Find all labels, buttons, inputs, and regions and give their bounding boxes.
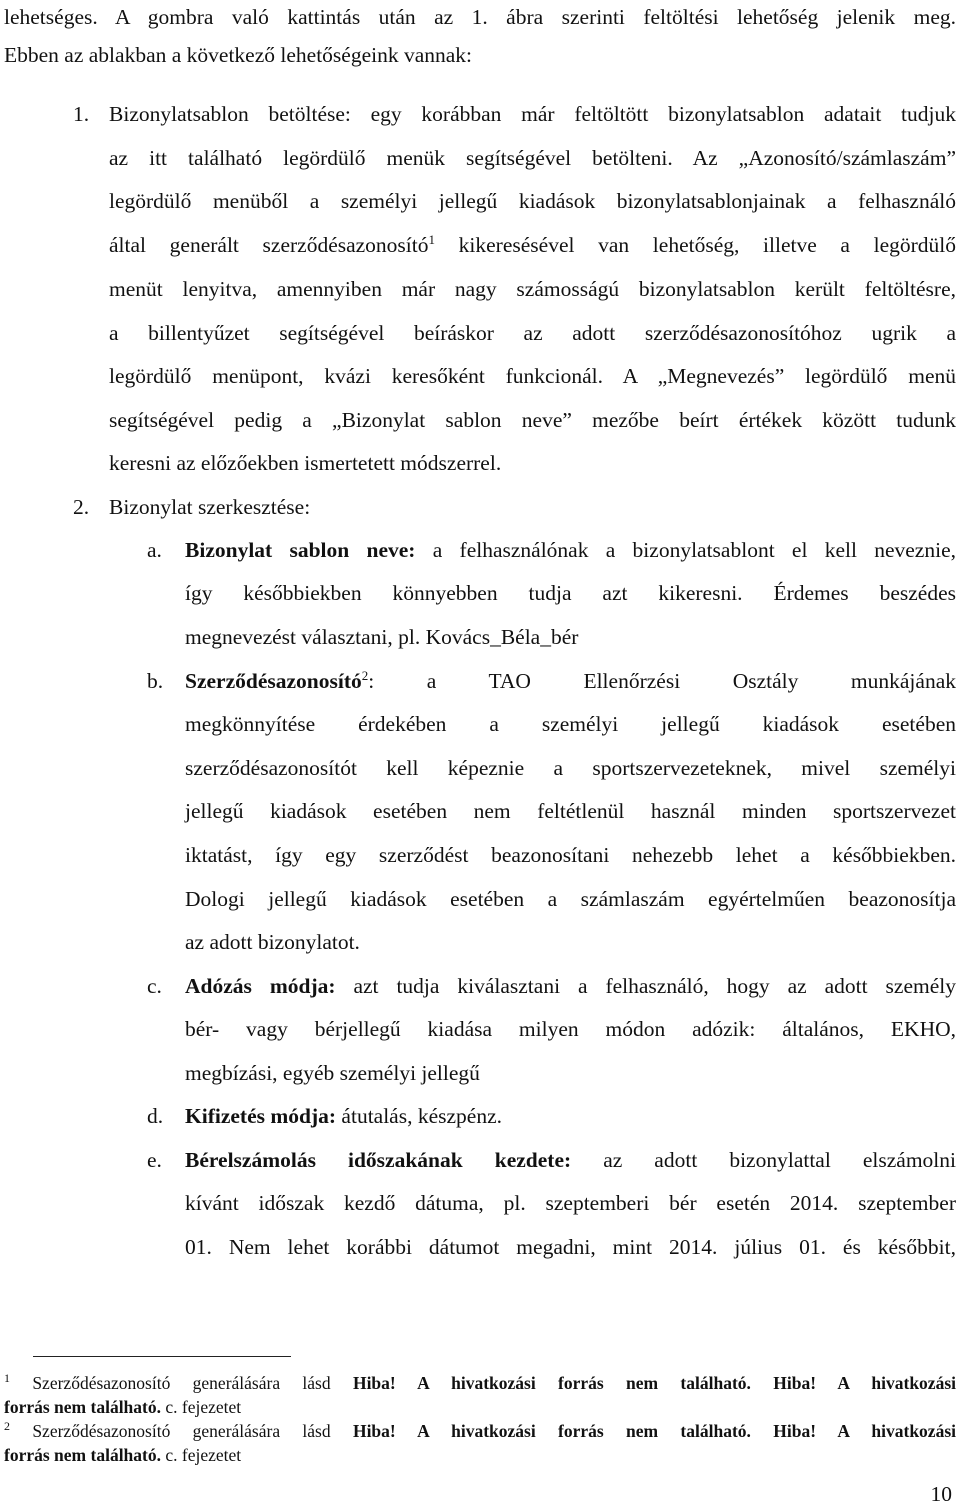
- footnote-separator: [33, 1356, 291, 1357]
- intro-line-1: lehetséges. A gombra való kattintás után az 1. ábra szerinti feltöltési lehetőség jelenik meg.: [4, 5, 956, 29]
- sub-b-line-5: iktatást, így egy szerződést beazonosítani nehezebb lehet a későbbiekben.: [185, 843, 956, 867]
- sub-b-line-3: szerződésazonosítót kell képeznie a sportszervezeteknek, mivel személyi: [185, 756, 956, 780]
- item-1-line-8: segítségével pedig a „Bizonylat sablon neve” mezőbe beírt értékek között tudunk: [109, 408, 956, 432]
- footnote-2-space: [751, 1421, 773, 1441]
- sub-c-label: c.: [147, 974, 162, 998]
- sub-b-line-2: megkönnyítése érdekében a személyi jellegű kiadások esetében: [185, 712, 956, 736]
- sub-d-title: Kifizetés módja:: [185, 1104, 337, 1128]
- sub-b-title: Szerződésazonosító: [185, 669, 362, 693]
- footnote-1-chapter: c. fejezetet: [161, 1397, 242, 1417]
- item-1-line-9: keresni az előzőekben ismertetett módszerrel.: [109, 451, 502, 475]
- sub-a-line-1-text: a felhasználónak a bizonylatsablont el kell neveznie,: [415, 538, 956, 562]
- sub-c-line-1: [185, 971, 956, 1001]
- footnote-2-number: 2: [4, 1419, 10, 1434]
- footnote-1-line-1: [4, 1371, 956, 1395]
- item-1-line-7: legördülő menüpont, kvázi keresőként funkcionál. A „Megnevezés” legördülő menü: [109, 364, 956, 388]
- sub-c-line-1-text: azt tudja kiválasztani a felhasználó, hogy az adott személy: [335, 974, 956, 998]
- item-1-number: 1.: [73, 102, 90, 126]
- footnote-2-line-1: [4, 1419, 956, 1443]
- footnote-1-error-2[interactable]: Hiba! A hivatkozási: [773, 1373, 956, 1393]
- item-1-line-6: a billentyűzet segítségével beíráskor az adott szerződésazonosítóhoz ugrik a: [109, 321, 956, 345]
- intro-line-2: Ebben az ablakban a következő lehetőségeink vannak:: [4, 43, 473, 67]
- sub-c-line-3: megbízási, egyéb személyi jellegű: [185, 1061, 480, 1085]
- footnote-ref-1[interactable]: 1: [428, 231, 436, 247]
- footnote-1-line-2: [4, 1395, 956, 1419]
- sub-e-line-3: 01. Nem lehet korábbi dátumot megadni, mint 2014. július 01. és későbbit,: [185, 1235, 956, 1259]
- item-1-line-2: az itt található legördülő menük segítségével betölteni. Az „Azonosító/számlaszám”: [109, 146, 956, 170]
- footnote-2-error-2[interactable]: Hiba! A hivatkozási: [773, 1421, 956, 1441]
- sub-b-line-6: Dologi jellegű kiadások esetében a számlaszám egyértelműen beazonosítja: [185, 887, 956, 911]
- sub-e-line-1: [185, 1145, 956, 1175]
- footnote-1-error-1[interactable]: Hiba! A hivatkozási forrás nem található.: [352, 1373, 751, 1393]
- sub-b-line-1: [185, 666, 956, 696]
- item-1-line-3: legördülő menüből a személyi jellegű kiadások bizonylatsablonjainak a felhasználó: [109, 189, 956, 213]
- item-1-line-1: Bizonylatsablon betöltése: egy korábban már feltöltött bizonylatsablon adatait tudjuk: [109, 102, 956, 126]
- item-2-number: 2.: [73, 495, 90, 519]
- item-2-title: Bizonylat szerkesztése:: [109, 495, 311, 519]
- footnote-1-number: 1: [4, 1371, 10, 1386]
- footnote-2-error-3[interactable]: forrás nem található.: [4, 1445, 161, 1465]
- footnote-1-space: [751, 1373, 773, 1393]
- item-1-line-5: menüt lenyitva, amennyiben már nagy számosságú bizonylatsablon került feltöltésre,: [109, 277, 956, 301]
- sub-a-label: a.: [147, 538, 162, 562]
- footnote-ref-2[interactable]: 2: [361, 667, 369, 683]
- sub-c-line-2: bér- vagy bérjellegű kiadása milyen módon adózik: általános, EKHO,: [185, 1017, 956, 1041]
- sub-a-line-2: így későbbiekben könnyebben tudja azt kikeresni. Érdemes beszédes: [185, 581, 956, 605]
- item-1-line-4b: kikeresésével van lehetőség, illetve a legördülő: [435, 233, 956, 257]
- sub-d-line-1: [185, 1101, 956, 1131]
- footnote-2-chapter: c. fejezetet: [161, 1445, 242, 1465]
- sub-b-label: b.: [147, 669, 164, 693]
- page-number: 10: [930, 1482, 952, 1506]
- sub-d-label: d.: [147, 1104, 164, 1128]
- sub-e-line-2: kívánt időszak kezdő dátuma, pl. szeptemberi bér esetén 2014. szeptember: [185, 1191, 956, 1215]
- sub-c-title: Adózás módja:: [185, 974, 336, 998]
- sub-a-line-3: megnevezést választani, pl. Kovács_Béla_bér: [185, 625, 579, 649]
- sub-b-line-4: jellegű kiadások esetében nem feltétlenül használ minden sportszervezet: [185, 799, 956, 823]
- footnote-2-line-2: [4, 1443, 956, 1467]
- footnote-2-error-1[interactable]: Hiba! A hivatkozási forrás nem található.: [352, 1421, 751, 1441]
- footnote-2-text: Szerződésazonosító generálására lásd: [10, 1421, 353, 1441]
- footnote-1-text: Szerződésazonosító generálására lásd: [10, 1373, 353, 1393]
- sub-e-title: Bérelszámolás időszakának kezdete:: [185, 1148, 572, 1172]
- sub-b-line-7: az adott bizonylatot.: [185, 930, 360, 954]
- sub-a-title: Bizonylat sablon neve:: [185, 538, 416, 562]
- sub-a-line-1: [185, 535, 956, 565]
- item-1-line-4a: által generált szerződésazonosító: [109, 233, 429, 257]
- sub-b-line-1-text: : a TAO Ellenőrzési Osztály munkájának: [368, 669, 956, 693]
- sub-e-line-1-text: az adott bizonylattal elszámolni: [571, 1148, 956, 1172]
- sub-e-label: e.: [147, 1148, 162, 1172]
- item-1-line-4: [109, 230, 956, 260]
- sub-d-line-1-text: átutalás, készpénz.: [336, 1104, 502, 1128]
- footnote-1-error-3[interactable]: forrás nem található.: [4, 1397, 161, 1417]
